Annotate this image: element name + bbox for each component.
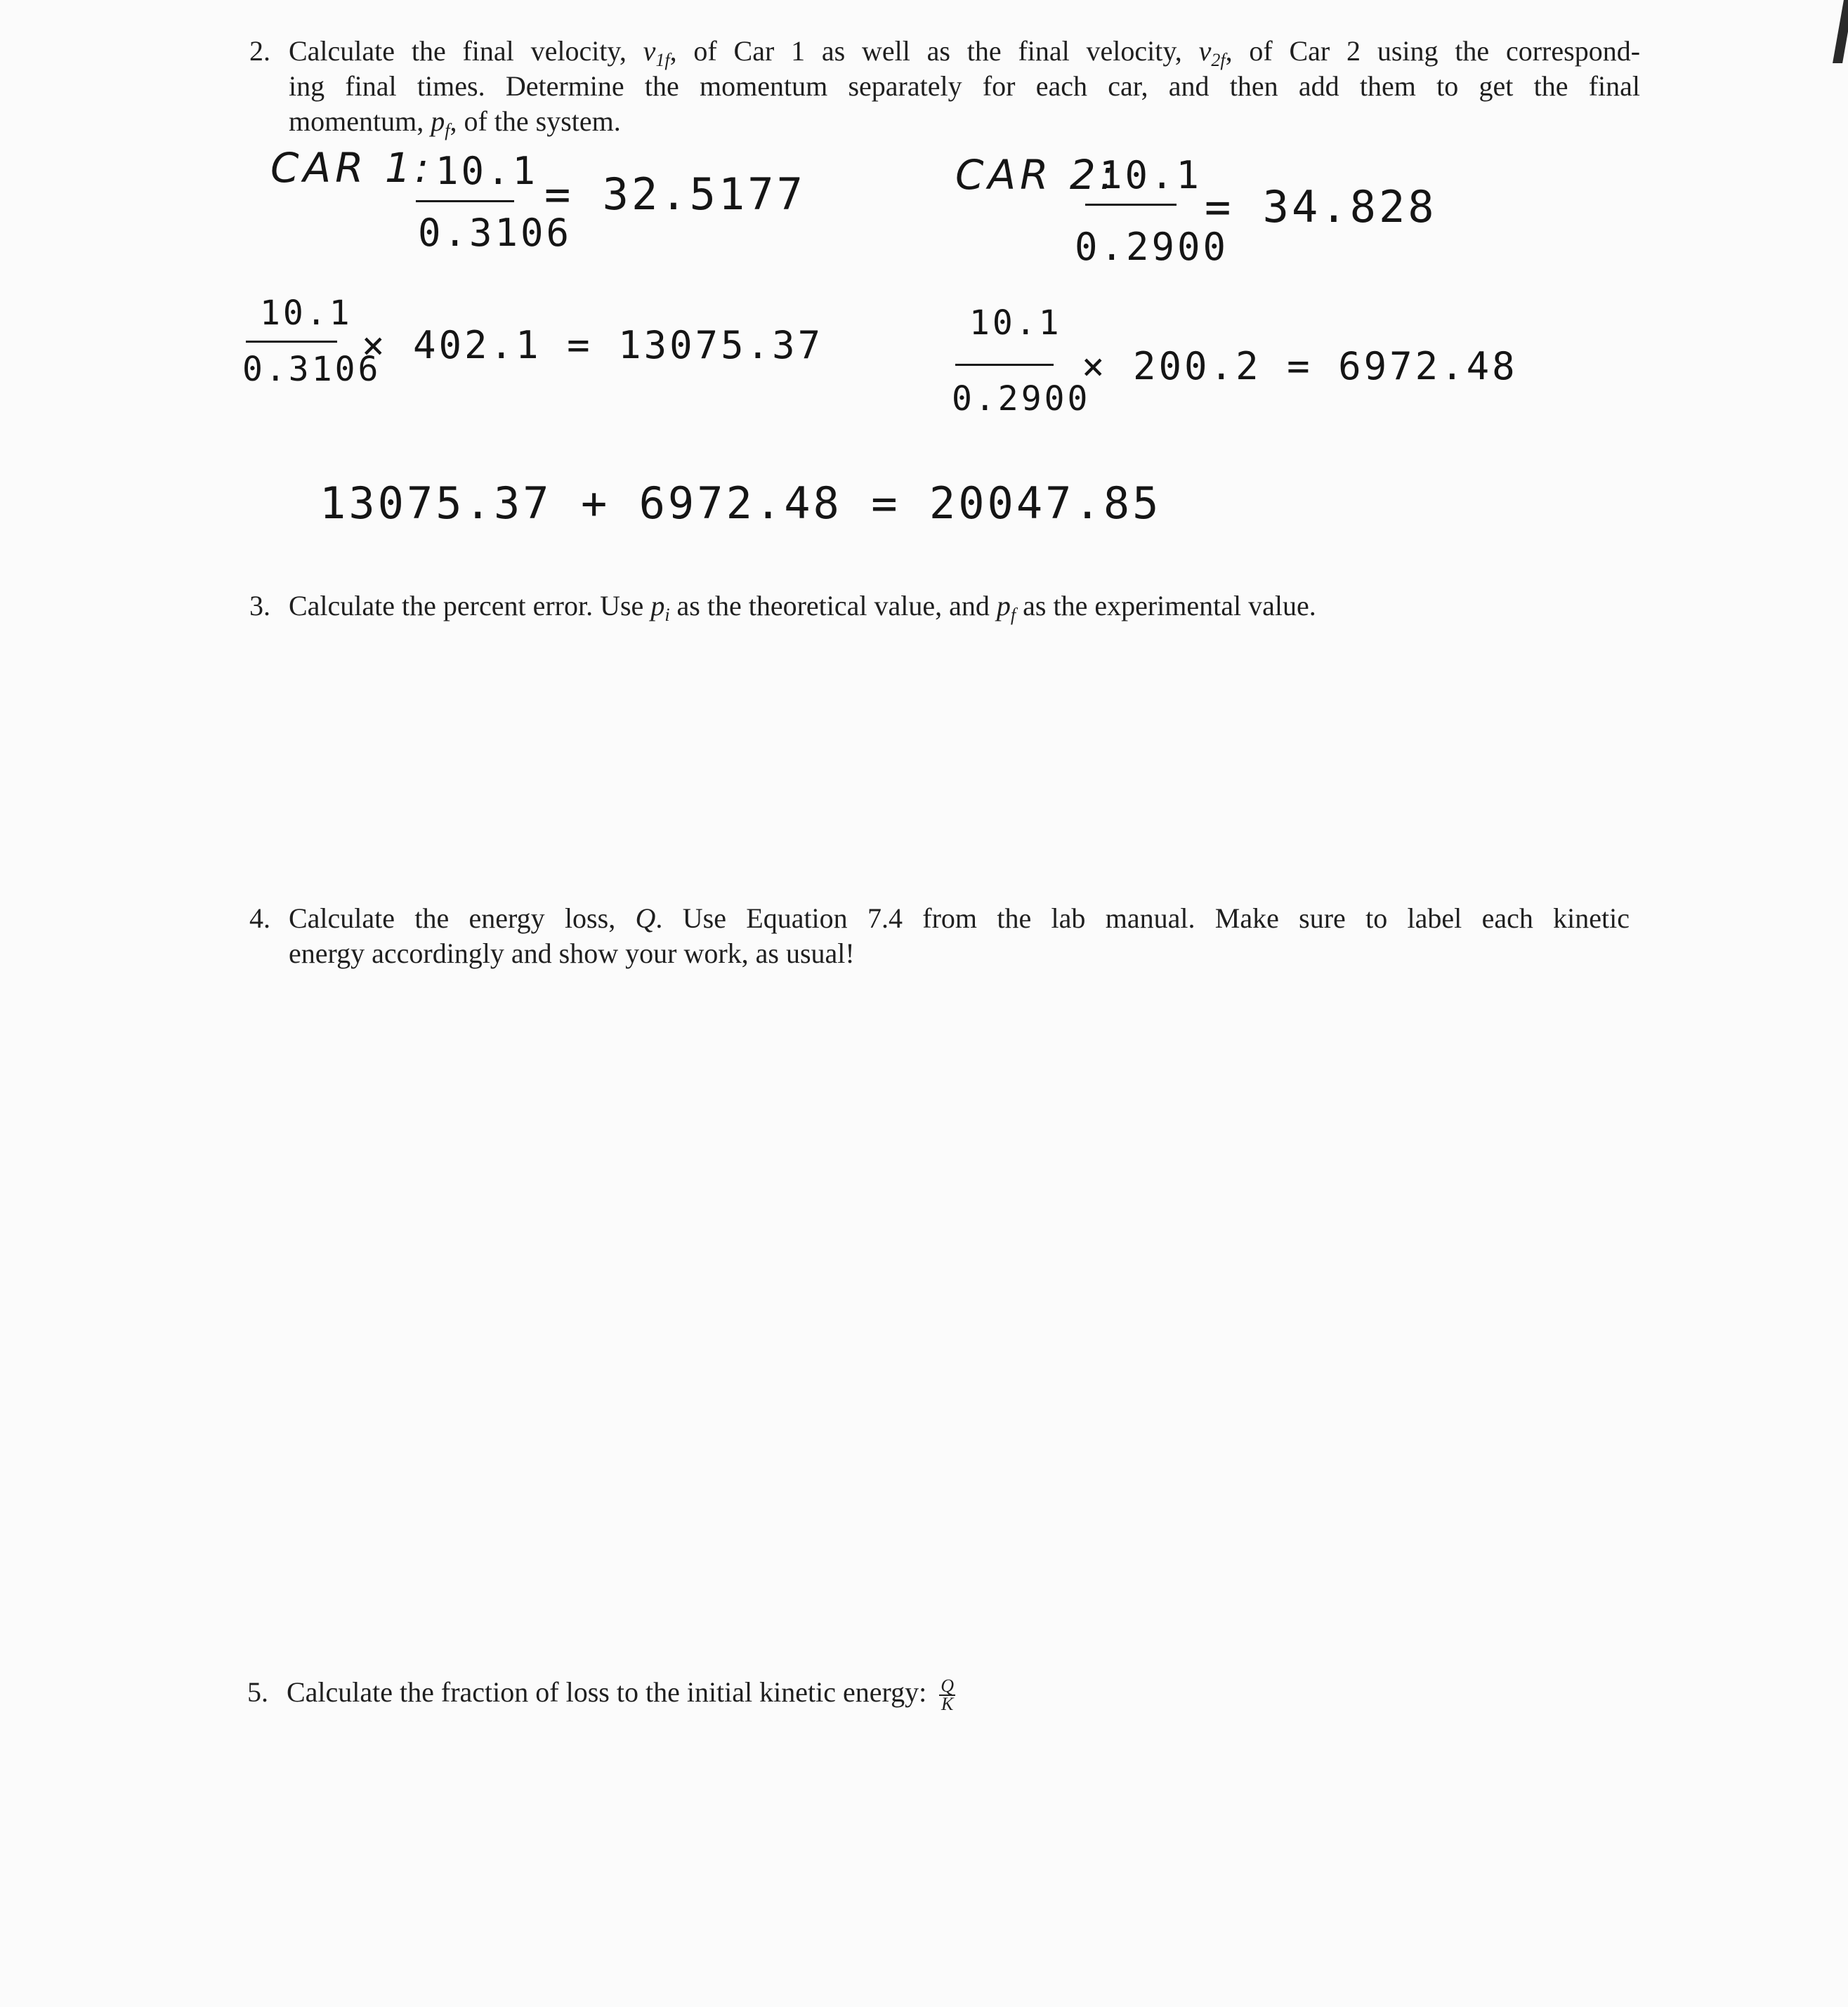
question-4-line-2: energy accordingly and show your work, as usual! — [289, 937, 855, 969]
question-2-line-1: Calculate the final velocity, $v_{1f}$, of Car 1 as well as the final velocity, $v_{2f}$, of Car 2 using the correspond- — [289, 35, 1641, 70]
question-3 — [249, 588, 1584, 624]
car-2-momentum-product: × 200.2 = 6972.48 — [1082, 344, 1518, 388]
car-1-velocity-numerator: 10.1 — [435, 149, 539, 193]
question-number: 4. — [249, 902, 270, 934]
car-2-velocity-numerator: 10.1 — [1099, 153, 1202, 197]
question-2 — [249, 34, 1640, 139]
page-edge-shadow — [1833, 0, 1848, 63]
question-2-line-2: ing final times. Determine the momentum separately for each car, and then add them to get the final — [289, 70, 1640, 102]
question-number: 2. — [249, 35, 270, 67]
question-4 — [249, 901, 1630, 971]
car-1-momentum-denominator: 0.3106 — [242, 350, 381, 389]
question-number: 3. — [249, 590, 270, 621]
car-2-label: CAR 2: — [955, 151, 1118, 199]
question-5-line-1: Calculate the fraction of loss to the initial kinetic energy: $\frac{Q}{K}$ — [287, 1675, 954, 1714]
car-2-momentum-numerator: 10.1 — [969, 303, 1062, 343]
q-over-k-fraction: $\frac{Q}{K}$ — [941, 1675, 954, 1714]
car-1-momentum-product: × 402.1 = 13075.37 — [362, 323, 824, 367]
car-1-fraction-bar — [416, 200, 514, 202]
car-2-momentum-fraction-bar — [955, 364, 1054, 366]
question-4-line-1: Calculate the energy loss, Q. Use Equation 7.4 from the lab manual. Make sure to label each kinetic — [289, 902, 1630, 934]
question-number: 5. — [247, 1676, 268, 1708]
total-momentum-sum: 13075.37 + 6972.48 = 20047.85 — [320, 478, 1162, 529]
car-2-velocity-denominator: 0.2900 — [1075, 225, 1229, 269]
question-5 — [247, 1675, 1441, 1713]
car-1-velocity-result: = 32.5177 — [544, 169, 806, 220]
car-2-velocity-result: = 34.828 — [1205, 181, 1437, 232]
car-2-fraction-bar — [1085, 204, 1177, 206]
question-3-line-1: Calculate the percent error. Use $p_i$ as the theoretical value, and $p_f$ as the experimental value. — [289, 590, 1316, 625]
question-2-line-3: momentum, $p_f$, of the system. — [289, 105, 621, 140]
car-1-momentum-fraction-bar — [246, 341, 337, 343]
car-1-label: CAR 1: — [270, 144, 433, 192]
car-1-velocity-denominator: 0.3106 — [418, 211, 572, 255]
car-2-momentum-denominator: 0.2900 — [952, 379, 1091, 419]
car-1-momentum-numerator: 10.1 — [260, 294, 353, 333]
